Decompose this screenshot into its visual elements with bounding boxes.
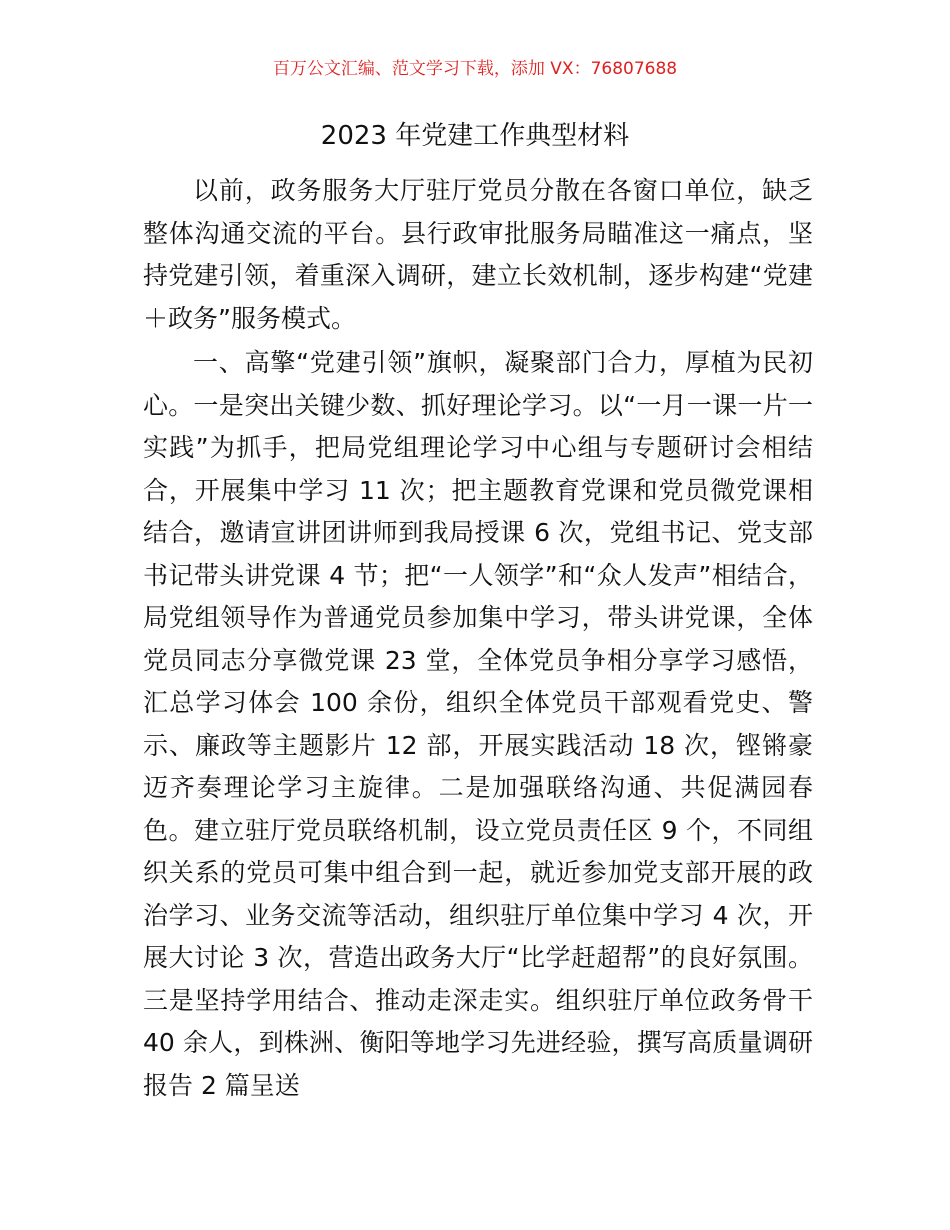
paragraph-section-one: 一、高擎“党建引领”旗帜，凝聚部门合力，厚植为民初心。一是突出关键少数、抓好理论学习。以“一月一课一片一实践”为抓手，把局党组理论学习中心组与专题研讨会相结合，开展集中学习 11 次；把主题教育党课和党员微党课相结合，邀请宣讲团讲师到我局授课 6 次，党组书记、党支部书记带头讲党课 4 节；把“一人领学”和“众人发声”相结合，局党组领导作为普通党员参加集中学习，带头讲党课，全体党员同志分享微党课 23 堂，全体党员争相分享学习感悟，汇总学习体会 100 余份，组织全体党员干部观看党史、警示、廉政等主题影片 12 部，开展实践活动 18 次，铿锵豪迈齐奏理论学习主旋律。二是加强联络沟通、共促满园春色。建立驻厅党员联络机制，设立党员责任区 9 个，不同组织关系的党员可集中组合到一起，就近参加党支部开展的政治学习、业务交流等活动，组织驻厅单位集中学习 4 次，开展大讨论 3 次，营造出政务大厅“比学赶超帮”的良好氛围。三是坚持学用结合、推动走深走实。组织驻厅单位政务骨干 40 余人，到株洲、衡阳等地学习先进经验，撰写高质量调研报告 2 篇呈送: [143, 348, 813, 1100]
header-watermark: 百万公文汇编、范文学习下载，添加 VX：76807688: [272, 59, 678, 79]
document-body: [143, 170, 813, 1107]
paragraph-intro: 以前，政务服务大厅驻厅党员分散在各窗口单位，缺乏整体沟通交流的平台。县行政审批服务局瞄准这一痛点，坚持党建引领，着重深入调研，建立长效机制，逐步构建“党建＋政务”服务模式。: [143, 176, 813, 333]
page-title: 2023 年党建工作典型材料: [320, 121, 630, 151]
